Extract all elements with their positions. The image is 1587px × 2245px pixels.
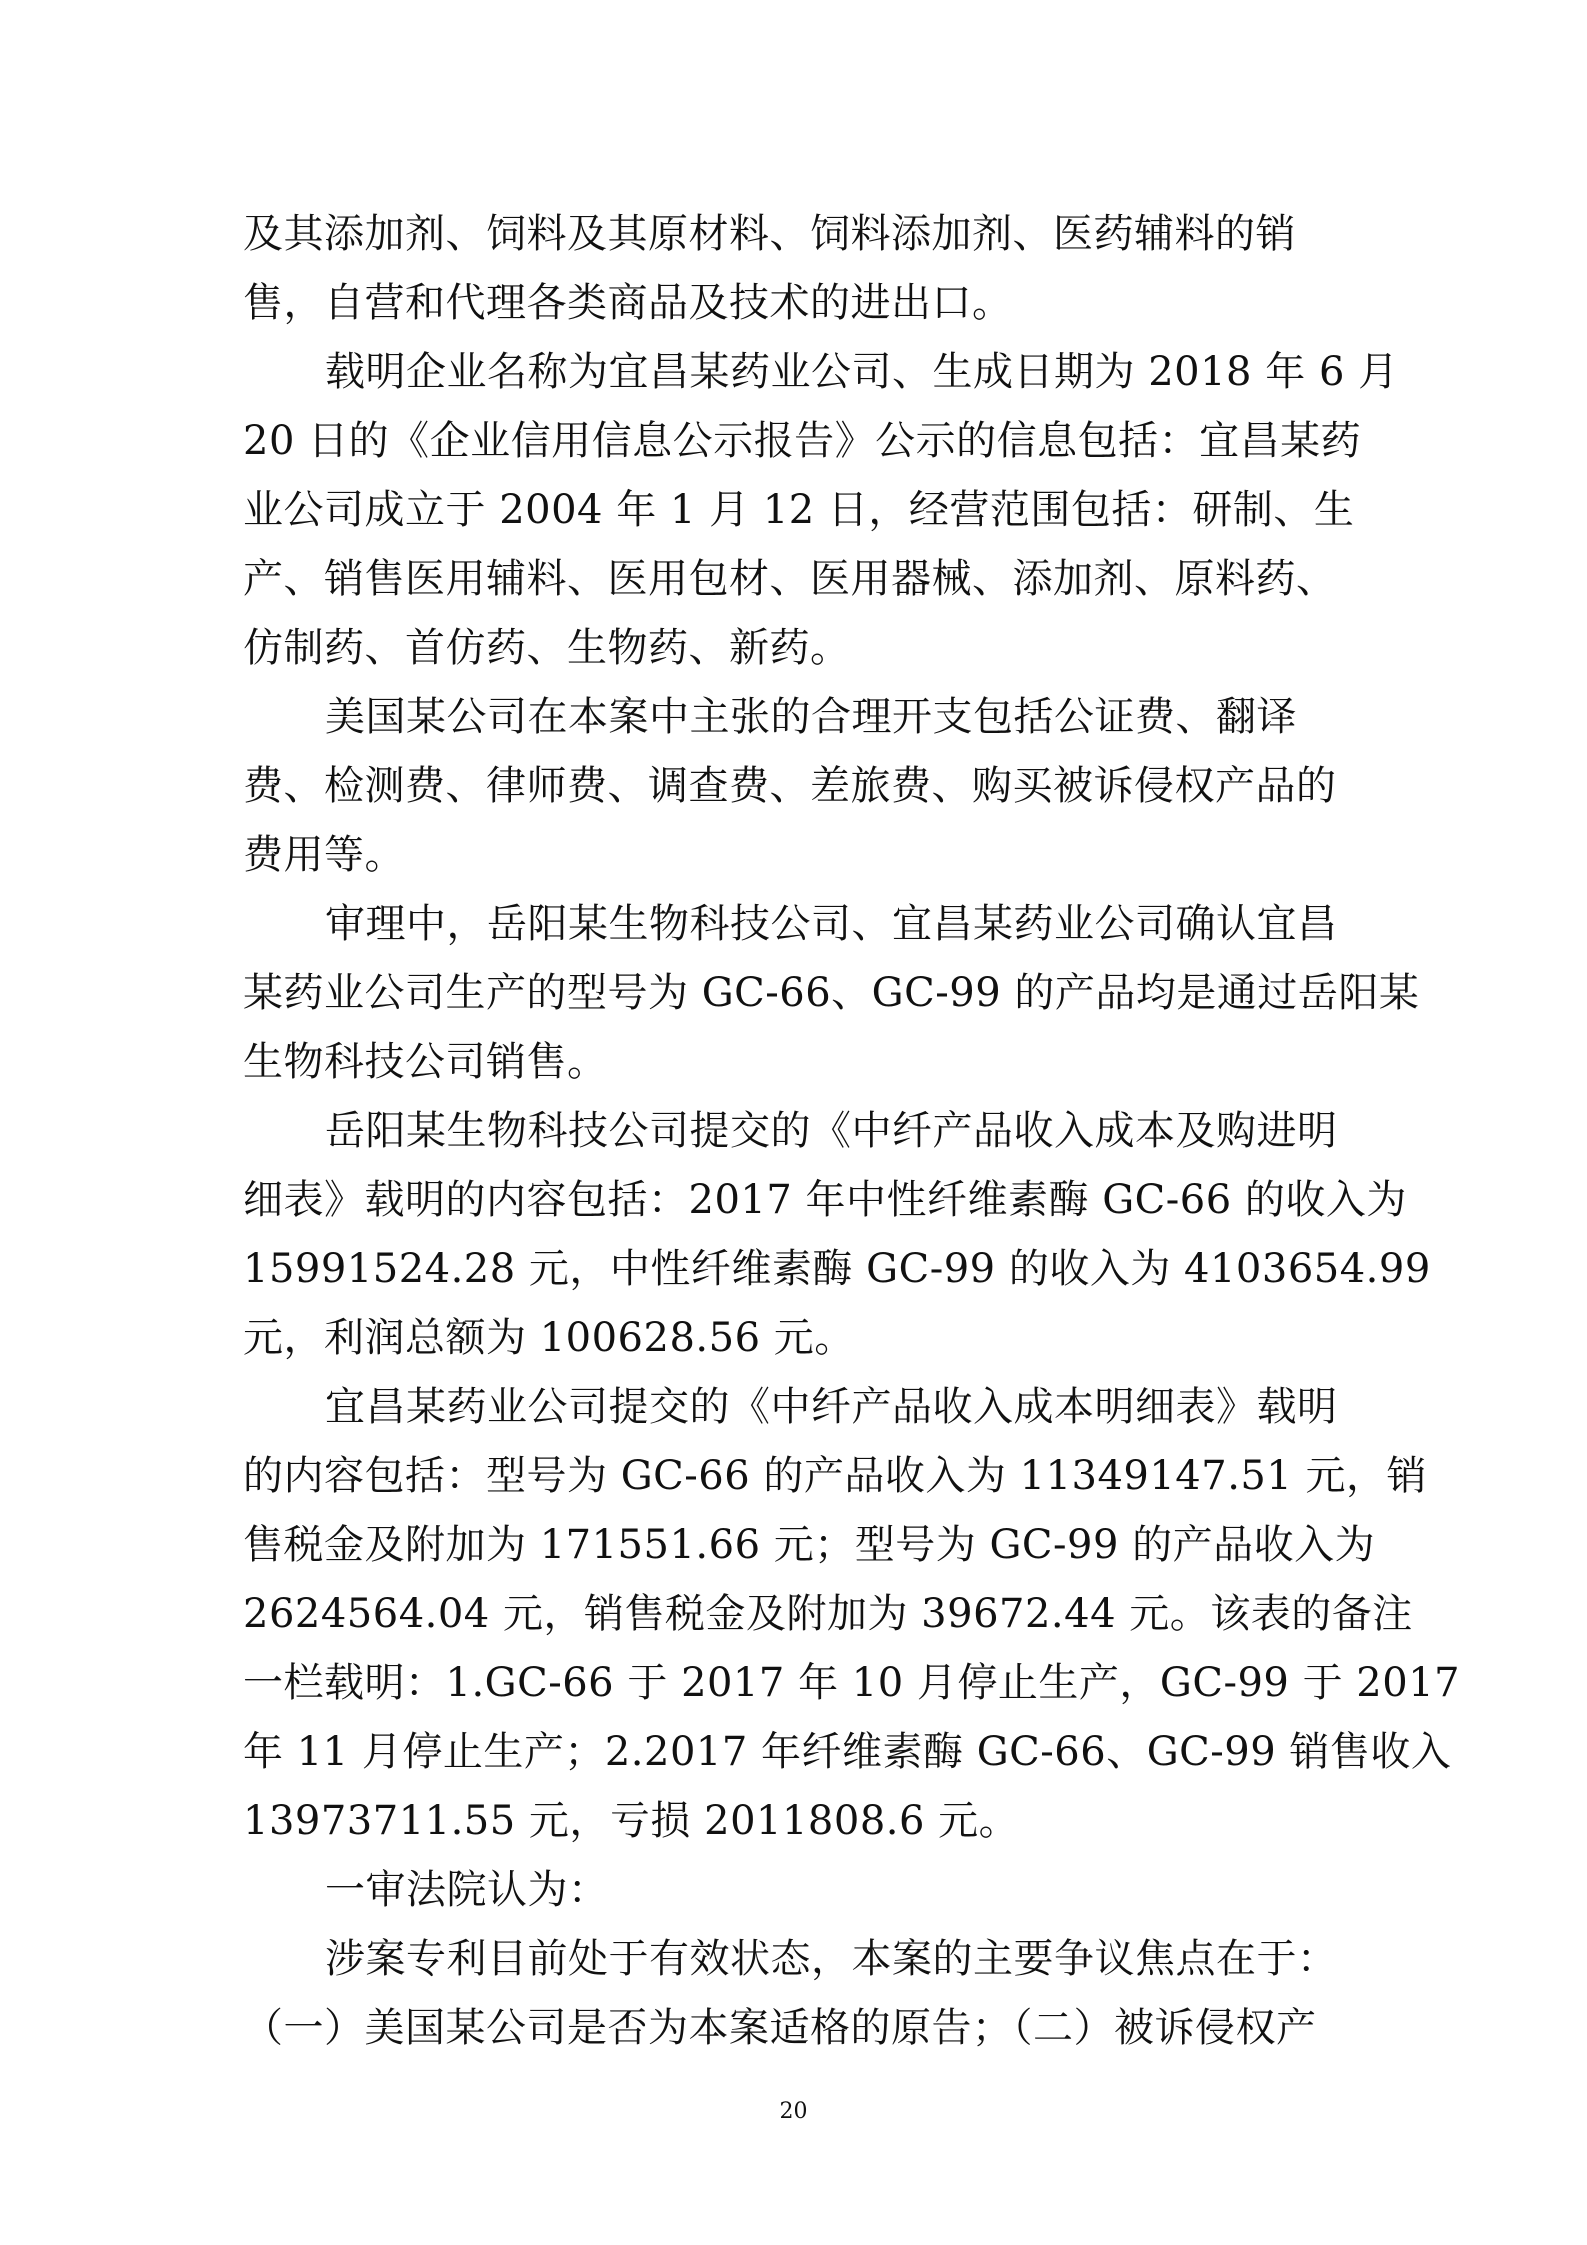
text-line: 费用等。 [243, 832, 405, 878]
text-line: 20 日的《企业信用信息公示报告》公示的信息包括：宜昌某药 [243, 418, 1362, 464]
text-line: 及其添加剂、饲料及其原材料、饲料添加剂、医药辅料的销 [243, 211, 1296, 257]
text-line: 元，利润总额为 100628.56 元。 [243, 1315, 855, 1361]
text-line: 涉案专利目前处于有效状态，本案的主要争议焦点在于： [325, 1936, 1338, 1982]
text-line: 美国某公司在本案中主张的合理开支包括公证费、翻译 [325, 694, 1297, 740]
text-line: 载明企业名称为宜昌某药业公司、生成日期为 2018 年 6 月 [325, 349, 1399, 395]
text-line: 费、检测费、律师费、调查费、差旅费、购买被诉侵权产品的 [243, 763, 1337, 809]
text-line: 一栏载明：1.GC-66 于 2017 年 10 月停止生产，GC-99 于 2017 [243, 1660, 1461, 1706]
text-line: 2624564.04 元，销售税金及附加为 39672.44 元。该表的备注 [243, 1591, 1413, 1637]
text-line: 售税金及附加为 171551.66 元；型号为 GC-99 的产品收入为 [243, 1522, 1376, 1568]
text-line: 细表》载明的内容包括：2017 年中性纤维素酶 GC-66 的收入为 [243, 1177, 1407, 1223]
text-line: 业公司成立于 2004 年 1 月 12 日，经营范围包括：研制、生 [243, 487, 1355, 533]
text-line: 13973711.55 元，亏损 2011808.6 元。 [243, 1798, 1020, 1844]
text-line: 一审法院认为： [325, 1867, 609, 1913]
text-line: 某药业公司生产的型号为 GC-66、GC-99 的产品均是通过岳阳某 [243, 970, 1420, 1016]
text-line: 宜昌某药业公司提交的《中纤产品收入成本明细表》载明 [325, 1384, 1338, 1430]
text-line: 生物科技公司销售。 [243, 1039, 608, 1085]
body-text [243, 200, 1461, 2063]
text-line: 15991524.28 元，中性纤维素酶 GC-99 的收入为 4103654.99 [243, 1246, 1431, 1292]
text-line: 的内容包括：型号为 GC-66 的产品收入为 11349147.51 元，销 [243, 1453, 1428, 1499]
text-line: 产、销售医用辅料、医用包材、医用器械、添加剂、原料药、 [243, 556, 1337, 602]
text-line: 年 11 月停止生产；2.2017 年纤维素酶 GC-66、GC-99 销售收入 [243, 1729, 1452, 1775]
text-line: 岳阳某生物科技公司提交的《中纤产品收入成本及购进明 [325, 1108, 1338, 1154]
text-line: 售，自营和代理各类商品及技术的进出口。 [243, 280, 1013, 326]
page-number: 20 [779, 2099, 808, 2124]
text-line: 仿制药、首仿药、生物药、新药。 [243, 625, 851, 671]
text-line: （一）美国某公司是否为本案适格的原告；（二）被诉侵权产 [243, 2005, 1317, 2051]
text-line: 审理中，岳阳某生物科技公司、宜昌某药业公司确认宜昌 [325, 901, 1338, 947]
